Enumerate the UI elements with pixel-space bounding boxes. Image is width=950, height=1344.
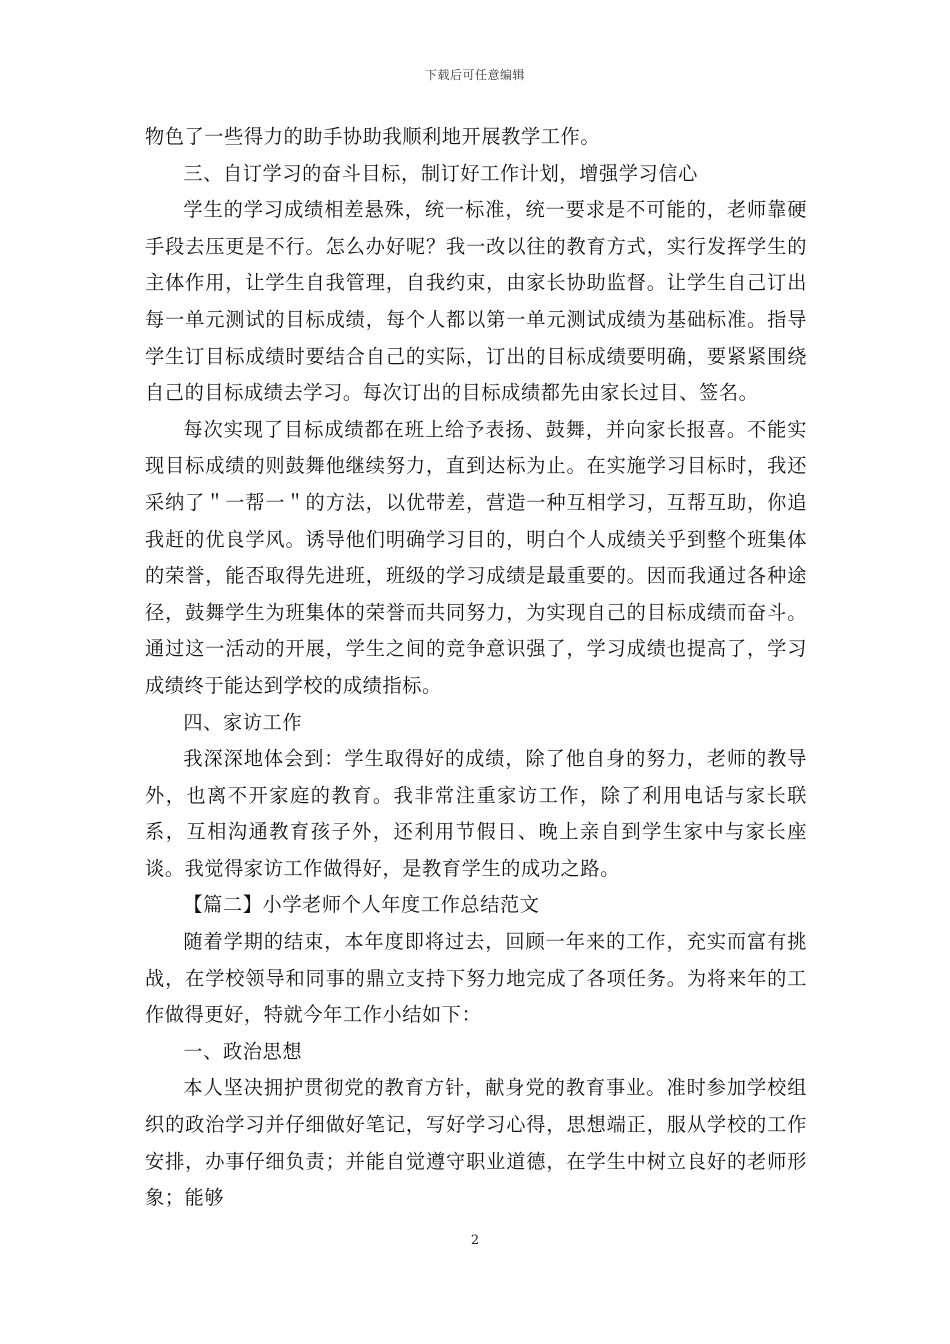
page-header: 下载后可任意编辑 [424, 68, 525, 82]
paragraph: 随着学期的结束，本年度即将过去，回顾一年来的工作，充实而富有挑战，在学校领导和同事的鼎立支持下努力地完成了各项任务。为将来年的工作做得更好，特就今年工作小结如下： [145, 930, 807, 1027]
paragraph: 每次实现了目标成绩都在班上给予表扬、鼓舞，并向家长报喜。不能实现目标成绩的则鼓舞他继续努力，直到达标为止。在实施学习目标时，我还采纳了＂一帮一＂的方法，以优带差，营造一种互相学习，互帮互助，你追我赶的优良学风。诱导他们明确学习目的，明白个人成绩关乎到整个班集体的荣誉，能否取得先进班，班级的学习成绩是最重要的。因而我通过各种途径，鼓舞学生为班集体的荣誉而共同努力，为实现自己的目标成绩而奋斗。通过这一活动的开展，学生之间的竞争意识强了，学习成绩也提高了，学习成绩终于能达到学校的成绩指标。 [145, 417, 807, 697]
paragraph: 物色了一些得力的助手协助我顺利地开展教学工作。 [145, 125, 601, 148]
document-body [145, 119, 807, 1217]
page-number: 2 [470, 1233, 480, 1248]
section-heading: 一、政治思想 [183, 1039, 303, 1063]
section-heading: 三、自订学习的奋斗目标，制订好工作计划，增强学习信心 [183, 161, 698, 185]
paragraph: 本人坚决拥护贯彻党的教育方针，献身党的教育事业。准时参加学校组织的政治学习并仔细做好笔记，写好学习心得，思想端正，服从学校的工作安排，办事仔细负责；并能自觉遵守职业道德，在学生中树立良好的老师形象；能够 [145, 1076, 807, 1210]
paragraph: 我深深地体会到：学生取得好的成绩，除了他自身的努力，老师的教导外，也离不开家庭的教育。我非常注重家访工作，除了利用电话与家长联系，互相沟通教育孩子外，还利用节假日、晚上亲自到学生家中与家长座谈。我觉得家访工作做得好，是教育学生的成功之路。 [145, 747, 807, 880]
section-heading: 四、家访工作 [183, 710, 303, 734]
paragraph: 学生的学习成绩相差悬殊，统一标准，统一要求是不可能的，老师靠硬手段去压更是不行。怎么办好呢？我一改以往的教育方式，实行发挥学生的主体作用，让学生自我管理，自我约束，由家长协助监督。让学生自己订出每一单元测试的目标成绩，每个人都以第一单元测试成绩为基础标准。指导学生订目标成绩时要结合自己的实际，订出的目标成绩要明确，要紧紧围绕自己的目标成绩去学习。每次订出的目标成绩都先由家长过目、签名。 [145, 198, 807, 405]
article-title: 【篇二】小学老师个人年度工作总结范文 [183, 893, 540, 917]
